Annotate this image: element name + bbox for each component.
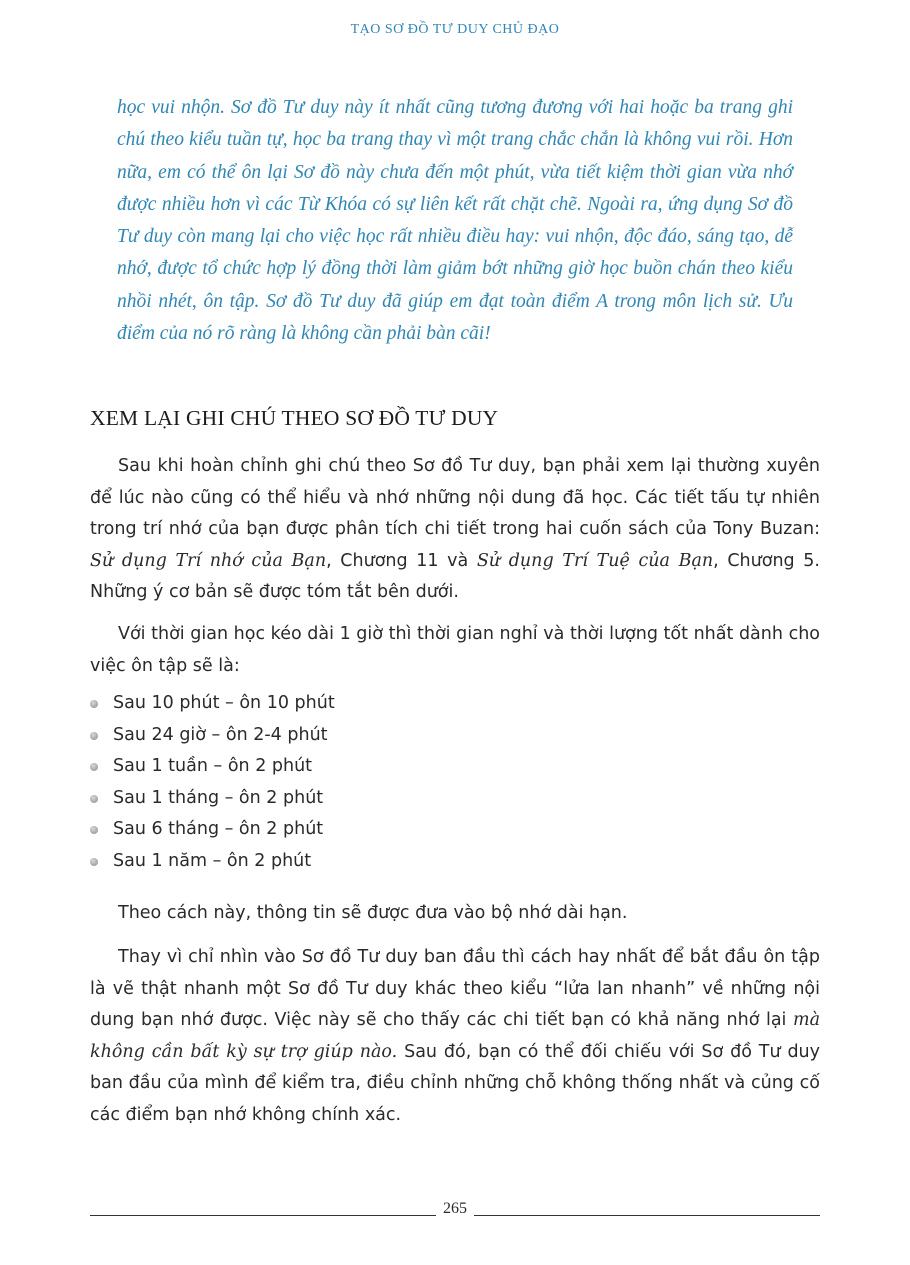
paragraph-intro-text-b: , Chương 11 và bbox=[326, 550, 477, 571]
paragraph-intro-text-a: Sau khi hoàn chỉnh ghi chú theo Sơ đồ Tư duy, bạn phải xem lại thường xuyên để lúc nào cũng có thể hiểu và nhớ những nội dung đã học. Các tiết tấu tự nhiên trong trí nhớ của bạn được phân tích chi tiết trong hai cuốn sách của Tony Buzan: bbox=[90, 456, 820, 539]
page-number: 265 bbox=[443, 1200, 467, 1217]
section-heading: XEM LẠI GHI CHÚ THEO SƠ ĐỒ TƯ DUY bbox=[90, 406, 499, 430]
list-item bbox=[90, 783, 335, 815]
book-title-memory: Sử dụng Trí nhớ của Bạn bbox=[90, 550, 327, 571]
paragraph-review-text-b: Sau đó, bạn có thể đối chiếu với Sơ đồ Tư duy ban đầu của mình để kiểm tra, điều chỉnh những chỗ không thống nhất và củng cố các điểm bạn nhớ không chính xác. bbox=[90, 1041, 820, 1125]
bullet-icon bbox=[90, 700, 98, 708]
bullet-icon bbox=[90, 795, 98, 803]
paragraph-intro-text-c: , Chương 5. Những ý cơ bản sẽ được tóm tắt bên dưới. bbox=[90, 550, 820, 602]
list-item bbox=[90, 814, 335, 846]
list-item-text: Sau 1 năm – ôn 2 phút bbox=[113, 850, 312, 871]
book-title-intelligence: Sử dụng Trí Tuệ của Bạn bbox=[476, 550, 714, 571]
list-item-text: Sau 10 phút – ôn 10 phút bbox=[113, 693, 335, 713]
bullet-icon bbox=[90, 826, 98, 834]
paragraph-review-text-a: Thay vì chỉ nhìn vào Sơ đồ Tư duy ban đầu thì cách hay nhất để bắt đầu ôn tập là vẽ thật nhanh một Sơ đồ Tư duy khác theo kiểu “lửa lan nhanh” về những nội dung bạn nhớ được. Việc này sẽ cho thấy các chi tiết bạn có khả năng nhớ lại bbox=[90, 947, 820, 1030]
paragraph-long-term: Theo cách này, thông tin sẽ được đưa vào bộ nhớ dài hạn. bbox=[118, 903, 628, 923]
paragraph-schedule-intro: Với thời gian học kéo dài 1 giờ thì thời gian nghỉ và thời lượng tốt nhất dành cho việc ôn tập sẽ là: bbox=[90, 624, 820, 676]
emphasis-no-help: mà không cần bất kỳ sự trợ giúp nào. bbox=[90, 1010, 820, 1062]
running-header: TẠO SƠ ĐỒ TƯ DUY CHỦ ĐẠO bbox=[350, 22, 560, 37]
student-quote: học vui nhộn. Sơ đồ Tư duy này ít nhất cũng tương đương với hai hoặc ba trang ghi chú theo kiểu tuần tự, học ba trang thay vì một trang chắc chắn là không vui rồi. Hơn nữa, em có thể ôn lại Sơ đồ này chưa đến một phút, vừa tiết kiệm thời gian vừa nhớ được nhiều hơn vì các Từ Khóa có sự liên kết rất chặt chẽ. Ngoài ra, ứng dụng Sơ đồ Tư duy còn mang lại cho việc học rất nhiều điều hay: vui nhộn, độc đáo, sáng tạo, dễ nhớ, được tổ chức hợp lý đồng thời làm giảm bớt những giờ học buồn chán theo kiểu nhồi nhét, ôn tập. Sơ đồ Tư duy đã giúp em đạt toàn điểm A trong môn lịch sử. Ưu điểm của nó rõ ràng là không cần phải bàn cãi! bbox=[117, 97, 793, 345]
bullet-icon bbox=[90, 732, 98, 740]
list-item bbox=[90, 751, 335, 783]
paragraph-intro bbox=[90, 451, 820, 609]
review-schedule-list bbox=[90, 688, 335, 877]
list-item-text: Sau 1 tháng – ôn 2 phút bbox=[113, 787, 324, 808]
list-item-text: Sau 24 giờ – ôn 2-4 phút bbox=[113, 724, 328, 745]
list-item-text: Sau 1 tuần – ôn 2 phút bbox=[113, 756, 313, 776]
bullet-icon bbox=[90, 858, 98, 866]
paragraph-review-method bbox=[90, 942, 820, 1131]
list-item bbox=[90, 688, 335, 720]
list-item bbox=[90, 846, 335, 878]
list-item bbox=[90, 720, 335, 752]
bullet-icon bbox=[90, 763, 98, 771]
list-item-text: Sau 6 tháng – ôn 2 phút bbox=[113, 819, 324, 839]
